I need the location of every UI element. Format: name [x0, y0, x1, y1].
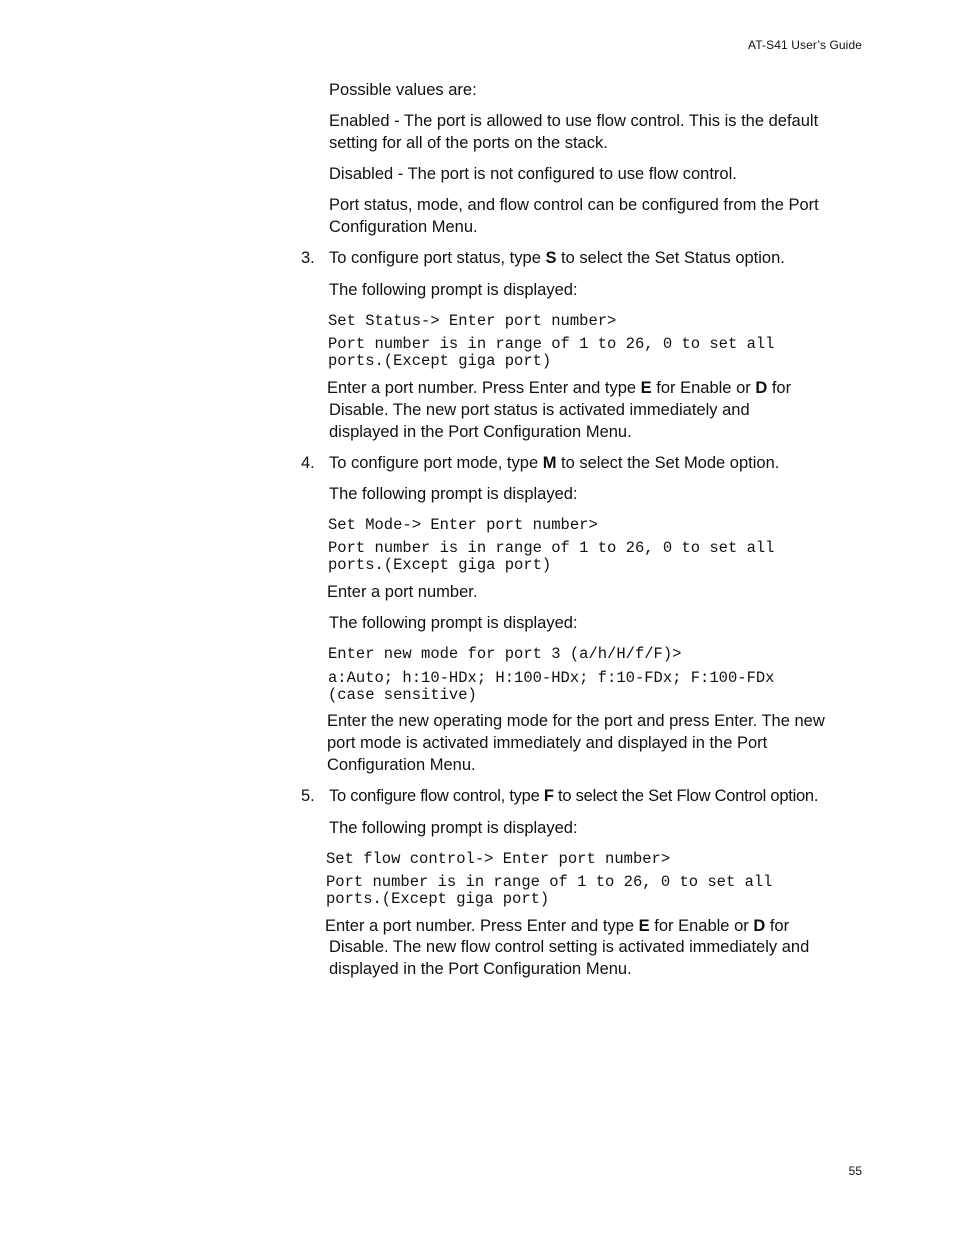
possible-values: Possible values are:	[329, 81, 477, 99]
step-3-code-prompt: Set Status-> Enter port number>	[328, 312, 617, 330]
step-3-prompt-intro: The following prompt is displayed:	[329, 281, 578, 299]
step-4-code-mode-prompt: Enter new mode for port 3 (a/h/H/f/F)>	[328, 645, 682, 663]
step-3-code-range: Port number is in range of 1 to 26, 0 to set all ports.(Except giga port)	[328, 335, 775, 370]
step-5-enter-rest: Disable. The new flow control setting is activated immediately and displayed in the Port Configuration Menu.	[329, 938, 810, 978]
step-3-enter-line: Enter a port number. Press Enter and type E for Enable or D for	[327, 379, 792, 397]
step-4-prompt-intro-2: The following prompt is displayed:	[329, 614, 578, 632]
running-header: AT-S41 User’s Guide	[748, 38, 862, 52]
step-5-enter-line: Enter a port number. Press Enter and type E for Enable or D for	[325, 917, 790, 935]
step-5-code-range: Port number is in range of 1 to 26, 0 to set all ports.(Except giga port)	[326, 873, 773, 908]
step-4-enter-port: Enter a port number.	[327, 583, 478, 601]
step-3-number: 3.	[301, 249, 315, 267]
step-4-enter-mode: Enter the new operating mode for the port and press Enter. The new port mode is activated immediately and displayed in the Port Configuration Menu.	[327, 712, 825, 774]
config-note: Port status, mode, and flow control can be configured from the Port Configuration Menu.	[329, 196, 819, 236]
step-4-number: 4.	[301, 454, 315, 472]
step-4-code-mode-options: a:Auto; h:10-HDx; H:100-HDx; f:10-FDx; F:100-FDx (case sensitive)	[328, 669, 775, 704]
key-s: S	[545, 249, 557, 267]
step-4-code-prompt: Set Mode-> Enter port number>	[328, 516, 598, 534]
key-f: F	[543, 787, 554, 805]
step-3-text: To configure port status, type S to select the Set Status option.	[329, 249, 785, 267]
step-5-number: 5.	[301, 787, 315, 805]
step-4-text: To configure port mode, type M to select the Set Mode option.	[329, 454, 780, 472]
step-5-prompt-intro: The following prompt is displayed:	[329, 819, 578, 837]
step-4-prompt-intro: The following prompt is displayed:	[329, 485, 578, 503]
step-5-code-prompt: Set flow control-> Enter port number>	[326, 850, 671, 868]
page-number: 55	[848, 1164, 862, 1178]
step-4-code-range: Port number is in range of 1 to 26, 0 to set all ports.(Except giga port)	[328, 539, 775, 574]
key-m: M	[542, 454, 557, 472]
enabled-description: Enabled - The port is allowed to use flow control. This is the default setting for all of the ports on the stack.	[329, 112, 819, 152]
step-5-text: To configure flow control, type F to select the Set Flow Control option.	[329, 787, 819, 805]
step-3-enter-rest: Disable. The new port status is activated immediately and displayed in the Port Configuration Menu.	[329, 401, 750, 441]
disabled-description: Disabled - The port is not configured to use flow control.	[329, 165, 737, 183]
